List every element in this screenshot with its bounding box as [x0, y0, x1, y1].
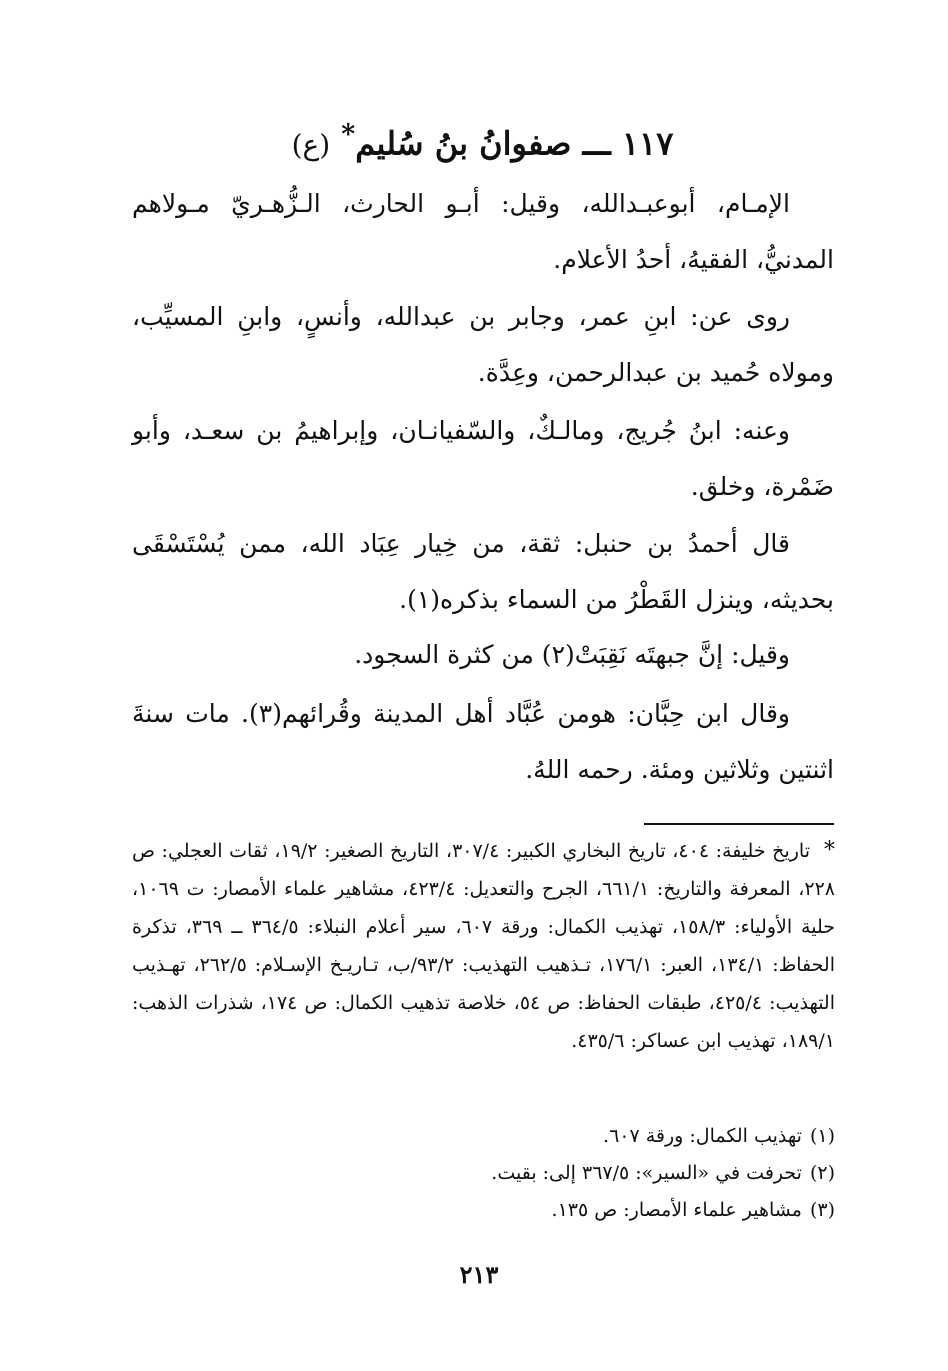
footnote-text: تحرفت في «السير»: ٣٦٧/٥ إلى: بقيت.	[491, 1162, 802, 1184]
sources-marker: *	[823, 838, 835, 863]
footnote-divider	[644, 823, 834, 825]
entry-dash: ـــ	[582, 124, 611, 163]
footnote-1	[132, 1118, 835, 1155]
entry-star: *	[341, 119, 356, 150]
entry-name: صفوانُ بنُ سُليم	[355, 124, 572, 163]
footnote-text: مشاهير علماء الأمصار: ص ١٣٥.	[551, 1199, 802, 1221]
footnote-2	[132, 1155, 835, 1192]
sources-text: تاريخ خليفة: ٤٠٤، تاريخ البخاري الكبير: ٣٠٧/٤، التاريخ الصغير: ١٩/٢، ثقات العجلي: ص ٢٢٨، المعرفة والتاريخ: ٦٦١/١، الجرح والتعديل: ٤٢٣/٤، مشاهير علماء الأمصار: ت ١٠٦٩، حلية الأولياء: ١٥٨/٣، تهذيب الكمال: ورقة ٦٠٧، سير أعلام النبلاء: ٣٦٤/٥ ــ ٣٦٩، تذكرة الحفاظ: ١٣٤/١، العبر: ١٧٦/١، تـذهيب التهذيب: ٩٣/٢/ب، تـاريـخ الإسـلام: ٢٦٢/٥، تهـذيب التهذيب: ٤٢٥/٤، طبقات الحفاظ: ص ٥٤، خلاصة تذهيب الكمال: ص ١٧٤، شذرات الذهب: ١٨٩/١، تهذيب ابن عساكر: ٤٣٥/٦.	[132, 840, 836, 1052]
footnote-text: تهذيب الكمال: ورقة ٦٠٧.	[603, 1125, 802, 1147]
page-number: ٢١٣	[459, 1260, 499, 1289]
entry-number: ١١٧	[621, 124, 674, 163]
footnote-number: (٢)	[809, 1162, 835, 1184]
footnote-3	[132, 1192, 835, 1229]
footnote-number: (٣)	[809, 1199, 835, 1221]
sources-note	[132, 832, 835, 1060]
entry-heading	[130, 112, 835, 169]
paragraph-ahmad-quote: قال أحمدُ بن حنبل: ثقة، من خِيار عِبَاد الله، ممن يُسْتَسْقَى بحديثه، وينزل القَطْرُ من السماء بذكره(١).	[132, 529, 834, 614]
paragraph-forehead: وقيل: إنَّ جبهتَه نَقِبَتْ(٢) من كثرة السجود.	[354, 640, 790, 669]
entry-symbol: (ع)	[291, 128, 331, 162]
footnote-number: (١)	[809, 1125, 835, 1147]
paragraph-narrated-from: روى عن: ابنِ عمر، وجابر بن عبدالله، وأنسٍ، وابنِ المسيِّب، ومولاه حُميد بن عبدالرحمن، وعِدَّة.	[132, 302, 834, 387]
paragraph-narrated-by: وعنه: ابنُ جُريج، ومالـكٌ، والسّفيانـان، وإبراهيمُ بن سعـد، وأبو ضَمْرة، وخلق.	[132, 416, 834, 501]
paragraph-ibn-hibban: وقال ابن حِبَّان: هومن عُبَّاد أهل المدينة وقُرائهم(٣). مات سنةَ اثنتين وثلاثين ومئة. رحمه اللهُ.	[132, 699, 834, 784]
paragraph-lineage: الإمـام، أبوعبـدالله، وقيل: أبـو الحارث، الـزُّهـريّ مـولاهم المدنيُّ، الفقيهُ، أحدُ الأعلام.	[132, 189, 834, 274]
footnotes	[132, 1118, 835, 1229]
